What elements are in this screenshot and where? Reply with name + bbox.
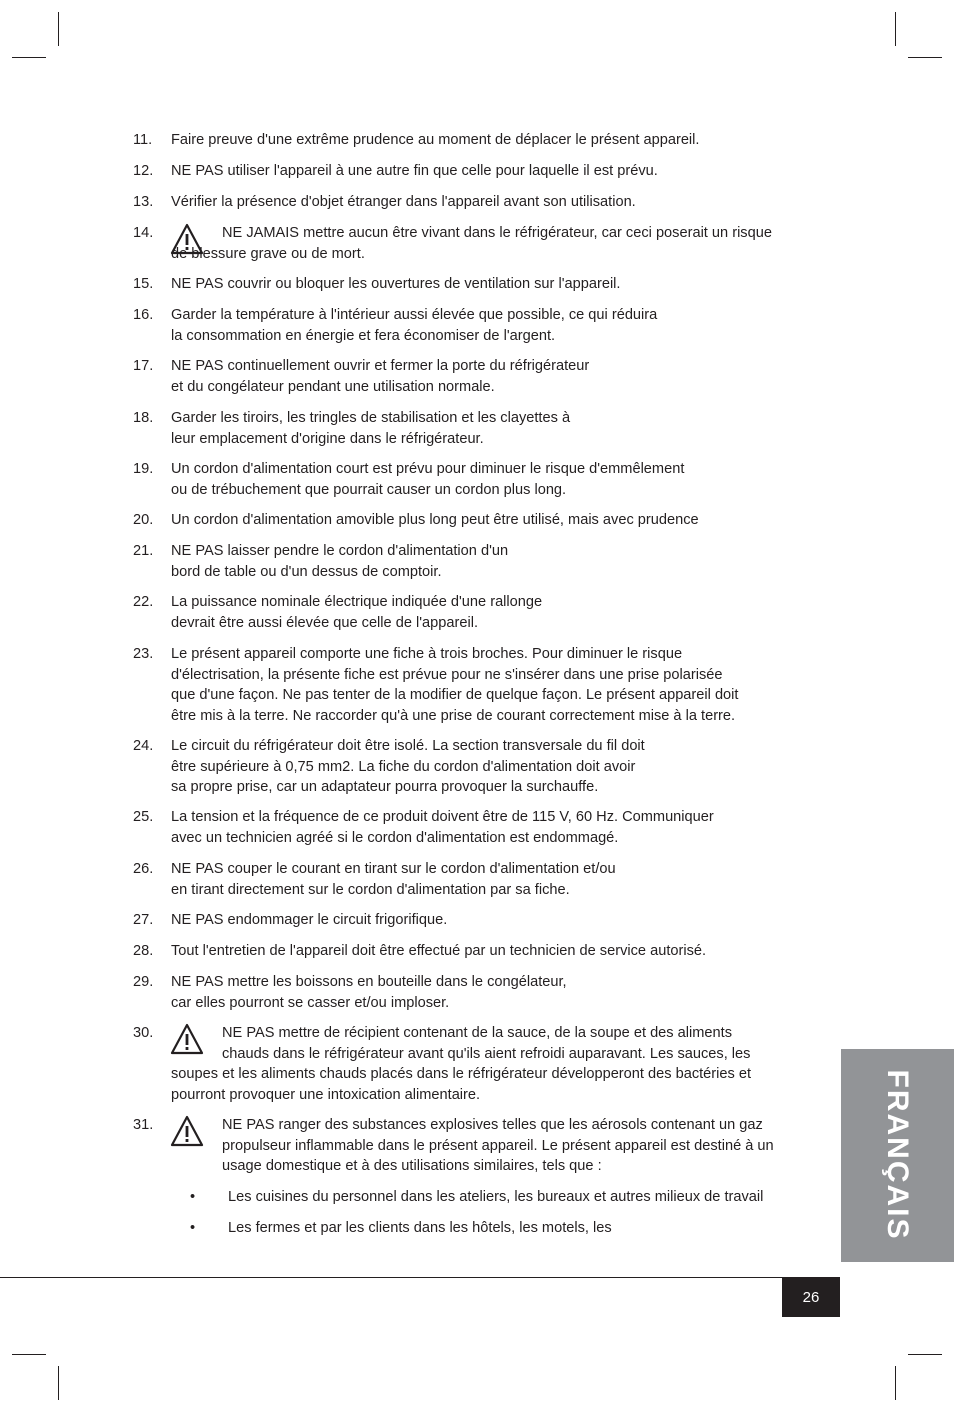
item-number: 17. bbox=[133, 358, 154, 374]
crop-mark bbox=[12, 57, 46, 58]
item-text bbox=[171, 941, 831, 962]
item-number: 13. bbox=[133, 194, 154, 210]
item-number: 29. bbox=[133, 974, 154, 990]
item-number: 22. bbox=[133, 594, 154, 610]
item-number: 11. bbox=[133, 132, 153, 148]
item-text-line: NE PAS utiliser l'appareil à une autre fin que celle pour laquelle il est prévu. bbox=[171, 163, 658, 179]
language-tab-label: FRANÇAIS bbox=[881, 1069, 914, 1241]
item-text-line: la consommation en énergie et fera économiser de l'argent. bbox=[171, 327, 556, 344]
crop-mark bbox=[908, 1354, 942, 1355]
item-number: 31. bbox=[133, 1117, 154, 1133]
item-number: 18. bbox=[133, 410, 154, 426]
item-text-line: de blessure grave ou de mort. bbox=[171, 245, 365, 262]
bullet-text: Les cuisines du personnel dans les ateliers, les bureaux et autres milieux de travail bbox=[228, 1189, 764, 1205]
item-number: 30. bbox=[133, 1025, 154, 1041]
item-text-line: Vérifier la présence d'objet étranger dans l'appareil avant son utilisation. bbox=[171, 194, 636, 210]
item-number: 14. bbox=[133, 225, 154, 241]
item-text-line: Garder la température à l'intérieur aussi élevée que possible, ce qui réduira bbox=[171, 307, 658, 323]
item-number: 19. bbox=[133, 461, 154, 477]
item-number: 28. bbox=[133, 943, 154, 959]
item-text bbox=[171, 356, 831, 397]
item-number: 21. bbox=[133, 543, 154, 559]
item-text-line: soupes et les aliments chauds placés dans le réfrigérateur développeront des bactéries et bbox=[171, 1066, 752, 1082]
item-text-line: Un cordon d'alimentation amovible plus long peut être utilisé, mais avec prudence bbox=[171, 512, 699, 528]
item-text-line: Un cordon d'alimentation court est prévu pour diminuer le risque d'emmêlement bbox=[171, 461, 685, 477]
item-text-line: La tension et la fréquence de ce produit doivent être de 115 V, 60 Hz. Communiquer bbox=[171, 809, 714, 825]
crop-mark bbox=[58, 12, 59, 46]
item-text bbox=[171, 859, 831, 900]
item-text-line: Garder les tiroirs, les tringles de stabilisation et les clayettes à bbox=[171, 410, 571, 426]
item-text-line: Faire preuve d'une extrême prudence au moment de déplacer le présent appareil. bbox=[171, 132, 700, 148]
item-text-line: être supérieure à 0,75 mm2. La fiche du cordon d'alimentation doit avoir bbox=[171, 758, 636, 775]
item-text bbox=[171, 1023, 831, 1105]
item-text-line: La puissance nominale électrique indiquée d'une rallonge bbox=[171, 594, 543, 610]
item-number: 27. bbox=[133, 912, 154, 928]
item-text-line: que d'une façon. Ne pas tenter de la modifier de quelque façon. Le présent appareil doit bbox=[171, 687, 739, 703]
item-text-line: en tirant directement sur le cordon d'alimentation par sa fiche. bbox=[171, 881, 570, 898]
item-text-line: bord de table ou d'un dessus de comptoir. bbox=[171, 563, 442, 580]
item-text bbox=[171, 161, 831, 182]
item-text-line: pourront provoquer une intoxication alimentaire. bbox=[171, 1086, 481, 1103]
item-text-line: et du congélateur pendant une utilisation normale. bbox=[171, 378, 495, 395]
item-text-line: NE PAS endommager le circuit frigorifique. bbox=[171, 912, 448, 928]
crop-mark bbox=[895, 1366, 896, 1400]
item-text bbox=[171, 408, 831, 449]
item-text-line: NE PAS ranger des substances explosives telles que les aérosols contenant un gaz bbox=[222, 1117, 763, 1133]
item-text bbox=[171, 972, 831, 1013]
item-text-line: Le présent appareil comporte une fiche à trois broches. Pour diminuer le risque bbox=[171, 646, 683, 662]
item-text-line: sa propre prise, car un adaptateur pourra provoquer la surchauffe. bbox=[171, 779, 599, 795]
item-text bbox=[171, 305, 831, 346]
item-text-line: NE PAS mettre les boissons en bouteille dans le congélateur, bbox=[171, 974, 567, 990]
item-text bbox=[171, 592, 831, 633]
item-number: 24. bbox=[133, 738, 154, 754]
item-text bbox=[171, 192, 831, 213]
item-text-line: avec un technicien agréé si le cordon d'alimentation est endommagé. bbox=[171, 829, 619, 846]
language-tab bbox=[841, 1049, 954, 1262]
item-text-line: chauds dans le réfrigérateur avant qu'ils aient refroidi auparavant. Les sauces, les bbox=[222, 1045, 751, 1062]
item-text bbox=[171, 910, 831, 931]
item-text-line: être mis à la terre. Ne raccorder qu'à une prise de courant correctement mise à la terre. bbox=[171, 707, 736, 724]
bullet-mark: • bbox=[190, 1220, 196, 1236]
item-text-line: NE PAS mettre de récipient contenant de la sauce, de la soupe et des aliments bbox=[222, 1025, 732, 1041]
footer-rule bbox=[0, 1277, 840, 1278]
item-text-line: usage domestique et à des utilisations similaires, tels que : bbox=[222, 1158, 602, 1174]
item-text bbox=[171, 223, 831, 264]
item-number: 15. bbox=[133, 276, 154, 292]
crop-mark bbox=[12, 1354, 46, 1355]
item-text-line: NE PAS couvrir ou bloquer les ouvertures de ventilation sur l'appareil. bbox=[171, 276, 621, 292]
item-text bbox=[171, 274, 831, 295]
item-text bbox=[171, 130, 831, 151]
item-text-line: NE JAMAIS mettre aucun être vivant dans le réfrigérateur, car ceci poserait un risque bbox=[222, 225, 772, 241]
item-text-line: d'électrisation, la présente fiche est prévue pour ne s'insérer dans une prise polarisée bbox=[171, 666, 723, 683]
item-number: 25. bbox=[133, 809, 154, 825]
item-number: 26. bbox=[133, 861, 154, 877]
item-text bbox=[171, 644, 831, 726]
item-text-line: devrait être aussi élevée que celle de l'appareil. bbox=[171, 614, 479, 631]
crop-mark bbox=[58, 1366, 59, 1400]
item-text bbox=[171, 510, 831, 531]
item-number: 23. bbox=[133, 646, 154, 662]
bullet-text: Les fermes et par les clients dans les hôtels, les motels, les bbox=[228, 1220, 612, 1236]
item-number: 20. bbox=[133, 512, 154, 528]
item-text-line: NE PAS continuellement ouvrir et fermer la porte du réfrigérateur bbox=[171, 358, 590, 374]
item-text-line: ou de trébuchement que pourrait causer un cordon plus long. bbox=[171, 481, 567, 498]
item-number: 16. bbox=[133, 307, 154, 323]
item-number: 12. bbox=[133, 163, 154, 179]
item-text-line: propulseur inflammable dans le présent appareil. Le présent appareil est destiné à un bbox=[222, 1137, 774, 1154]
item-text bbox=[171, 459, 831, 500]
item-text-line: leur emplacement d'origine dans le réfrigérateur. bbox=[171, 430, 484, 447]
item-text-line: NE PAS couper le courant en tirant sur le cordon d'alimentation et/ou bbox=[171, 861, 616, 877]
item-text bbox=[171, 1115, 831, 1177]
item-text bbox=[171, 807, 831, 848]
page-number: 26 bbox=[782, 1278, 840, 1317]
item-text-line: Le circuit du réfrigérateur doit être isolé. La section transversale du fil doit bbox=[171, 738, 645, 754]
item-text bbox=[171, 736, 831, 798]
crop-mark bbox=[895, 12, 896, 46]
item-text-line: Tout l'entretien de l'appareil doit être effectué par un technicien de service autorisé. bbox=[171, 943, 707, 959]
crop-mark bbox=[908, 57, 942, 58]
bullet-mark: • bbox=[190, 1189, 196, 1205]
item-text-line: car elles pourront se casser et/ou imploser. bbox=[171, 994, 450, 1011]
item-text-line: NE PAS laisser pendre le cordon d'alimentation d'un bbox=[171, 543, 509, 559]
item-text bbox=[171, 541, 831, 582]
